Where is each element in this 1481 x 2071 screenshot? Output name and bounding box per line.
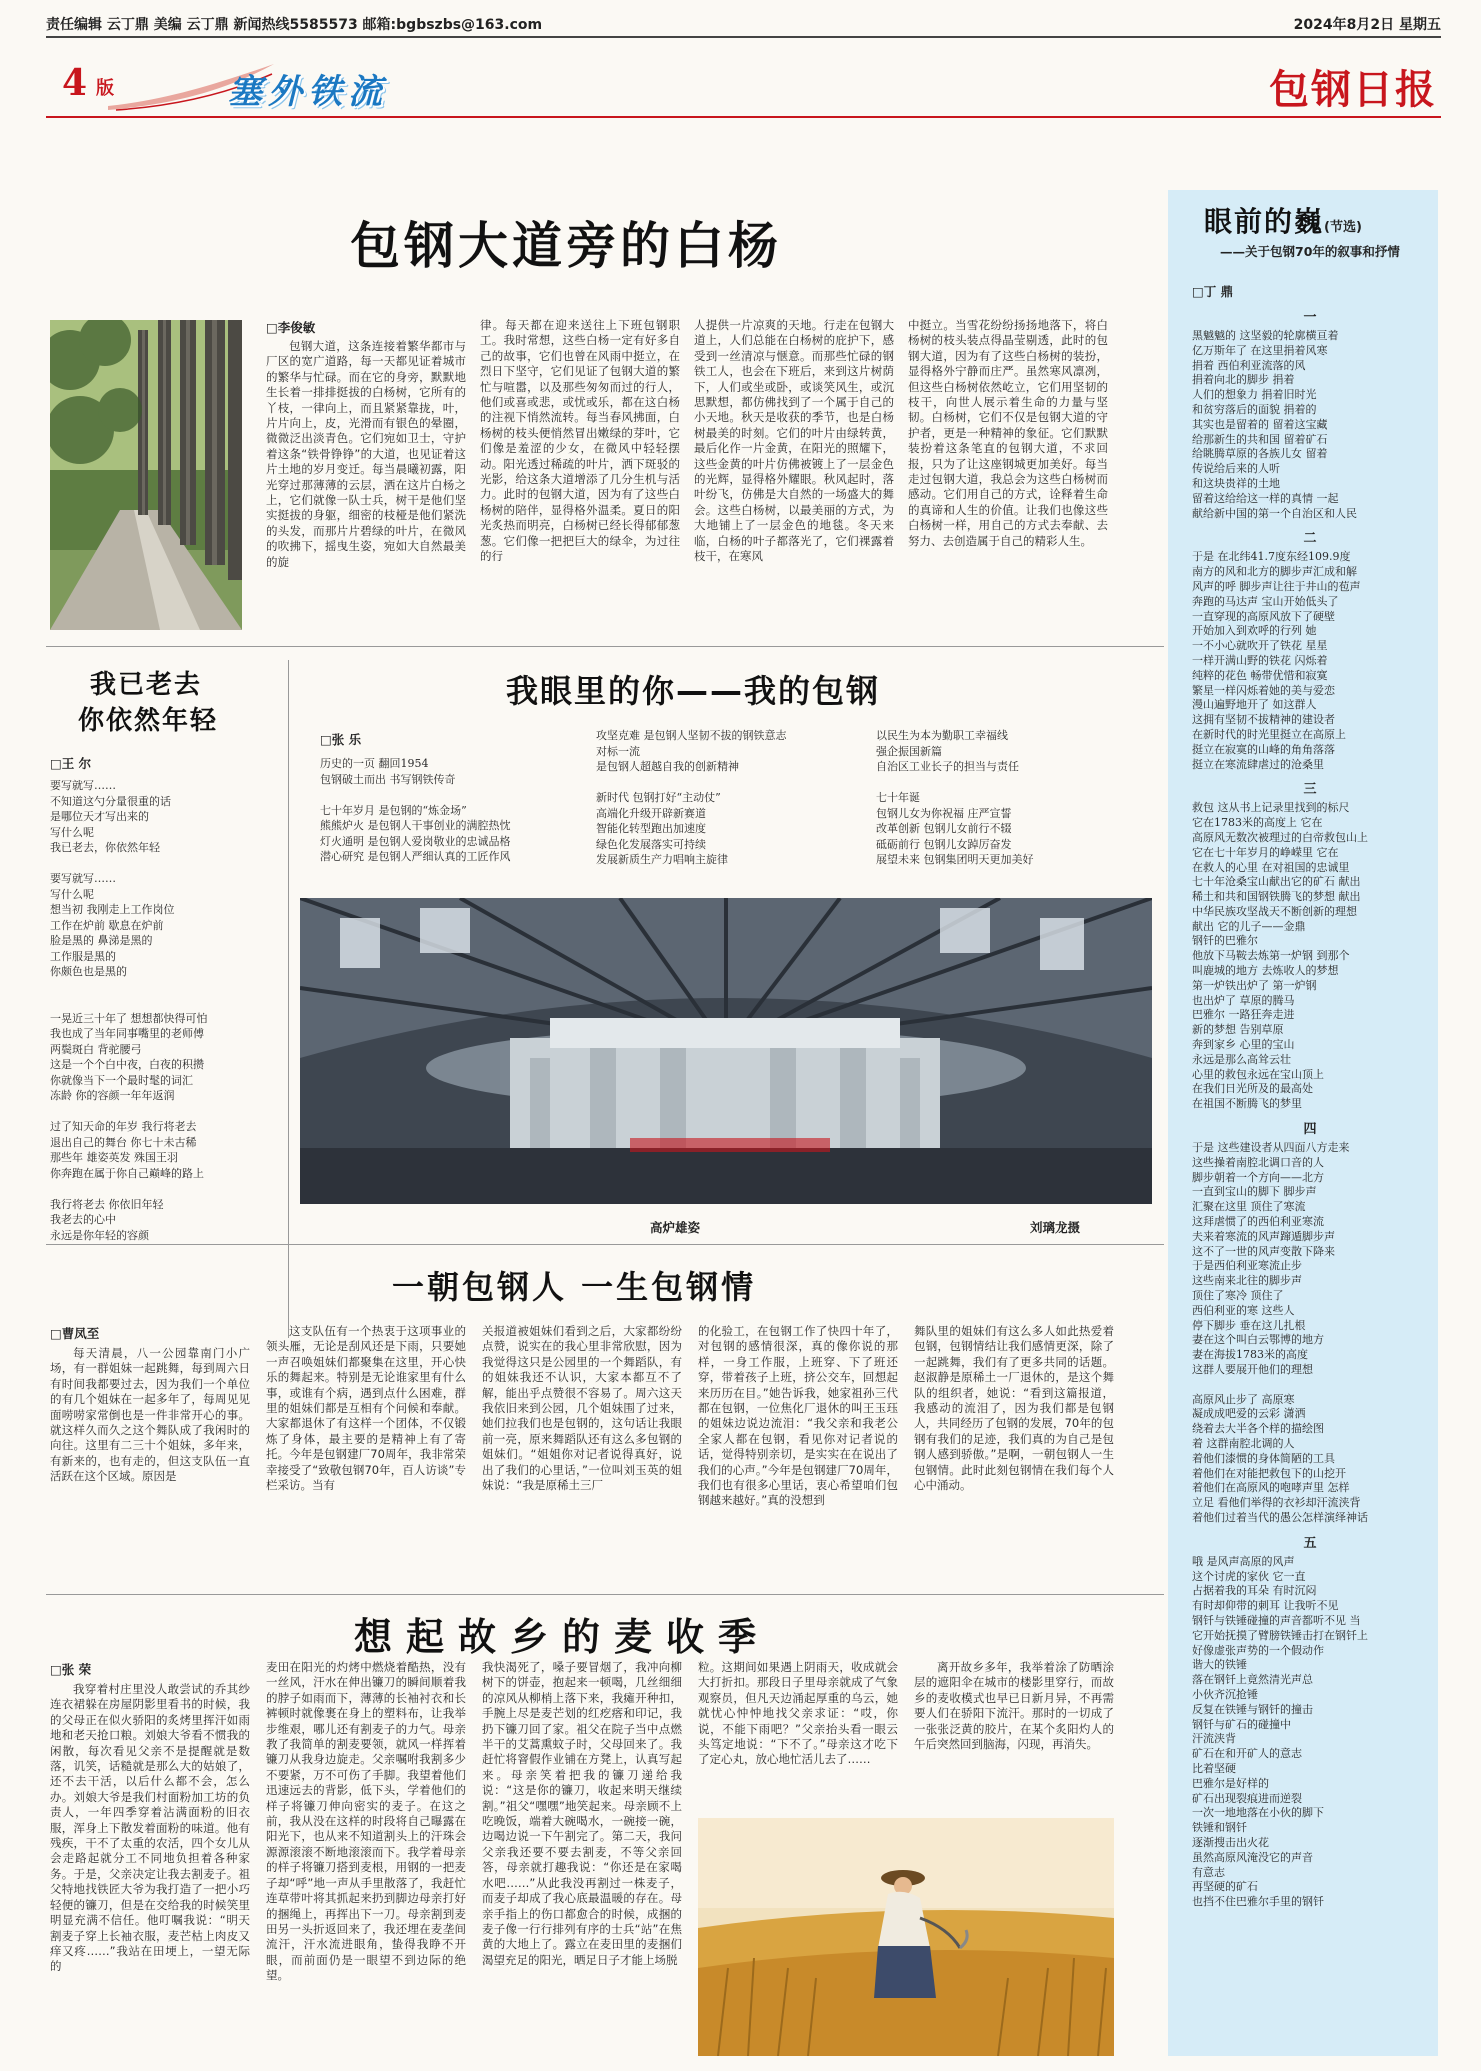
poem-line: 凝成成吧爱的云彩 潇洒 [1192, 1407, 1306, 1421]
poem-line: 纯粹的花色 畅带优惜和寂寞 [1192, 668, 1328, 682]
section-2 [1192, 527, 1428, 772]
editor-line: 责任编辑 云丁鼎 美编 云丁鼎 新闻热线5585573 邮箱:bgbszbs@163.com [46, 17, 543, 33]
poem-line: 和贫穷落后的面貌 捐着的 [1192, 402, 1317, 416]
poem-line: 停下脚步 垂在这儿扎根 [1192, 1318, 1306, 1332]
poem-line: 再坚硬的矿石 [1192, 1880, 1258, 1894]
article-4-col-5: 舞队里的姐妹们有这么多人如此热爱着包钢，包钢情结让我们感情更深，除了一起跳舞，我们有了更多共同的话题。赵淑静是原稀土一厂退休的，是这个舞队的组织者，她说：“看到这篇报道，我感动的流泪了，因为我们都是包钢人，共同经历了包钢的发展，70年的包钢有我们的足迹，我们真的为自己是包钢人感到骄傲。”是啊，一朝包钢人一生包钢情。此时此刻包钢情在我们每个人心中涌动。 [914, 1324, 1114, 1493]
poem-line: 南方的风和北方的脚步声汇成和解 [1192, 565, 1357, 579]
section-2-lines [1192, 550, 1428, 772]
poem-line: 好像虚张声势的一个假动作 [1192, 1643, 1324, 1657]
poem-line: 七十年沧桑宝山献出它的矿石 献出 [1192, 875, 1361, 889]
sidebar-panel [1168, 190, 1438, 2056]
poem-line: 给那新生的共和国 留着矿石 [1192, 432, 1328, 446]
poem-line: 新的梦想 告别草原 [1192, 1023, 1284, 1037]
article-5-col-4: 粒。这期间如果遇上阴雨天，收成就会大打折扣。那段日子里母亲就成了气象观察员，但凡天边涌起厚重的乌云，她就忧心忡忡地找父亲求证：“哎，你说，不能下雨吧？”父亲抬头看一眼云头笃定地说：“下不了。”母亲这才吃下了定心丸，放心地忙活儿去了…… [698, 1660, 898, 1767]
poem-line: 这些南来北往的脚步声 [1192, 1274, 1302, 1288]
poem-line: 叫鹿城的地方 去炼收人的梦想 [1192, 964, 1339, 978]
poem-line: 高原风止步了 高原寒 [1192, 1392, 1295, 1406]
poem-line: 捐着向北的脚步 捐着 [1192, 373, 1295, 387]
poem-line: 在救人的心里 在对祖国的忠诚里 [1192, 860, 1350, 874]
divider-3 [46, 1594, 1164, 1595]
harvest-painting [698, 1818, 1114, 2056]
article-5-author: □张 荣 [50, 1662, 92, 1677]
poem-line: 黑魆魆的 这坚毅的轮廓横亘着 [1192, 329, 1339, 342]
poem-line: 献出 它的儿子——金鼎 [1192, 919, 1306, 933]
poem-line: 有意志 [1192, 1865, 1225, 1879]
article-2-title-2: 你依然年轻 [78, 706, 219, 736]
poem-line: 这群人要展开他们的理想 [1192, 1363, 1313, 1376]
poem-line: 给眺腾草原的各族儿女 留着 [1192, 447, 1328, 461]
sidebar-title-note: (节选) [1324, 220, 1362, 235]
poem-line: 捐着 西伯利亚流落的风 [1192, 358, 1306, 372]
poem-line: 挺立在寒流肆虐过的沧桑里 [1192, 757, 1324, 771]
section-3 [1192, 778, 1428, 1112]
poem-line: 奔跑的马达声 宝山开始低头了 [1192, 594, 1339, 608]
header-rule [46, 36, 1441, 38]
sidebar-subtitle: ——关于包钢70年的叙事和抒情 [1220, 244, 1400, 259]
poem-line: 钢钎的巴雅尔 [1192, 934, 1258, 948]
poem-line: 西伯利亚的寒 这些人 [1192, 1303, 1295, 1317]
poem-line: 有时却仰带的刺耳 让我听不见 [1192, 1599, 1339, 1613]
article-1-col-4: 中挺立。当雪花纷纷扬扬地落下，将白杨树的枝头装点得晶莹剔透，此时的包钢大道，因为有了这些白杨树的装扮，显得格外宁静而庄严。虽然寒风凛冽，但这些白杨树依然屹立，它们用坚韧的枝干，向世人展示着生命的力量与坚韧。白杨树，它们不仅是包钢大道的守护者，更是一种精神的象征。它们默默装扮着这条笔直的包钢大道，不求回报，只为了让这座钢城更加美好。每当走过包钢大道，我总会为这些白杨树而感动。它们用自己的方式，诠释着生命的真谛和人生的价值。让我们也像这些白杨树一样，用自己的方式去奉献、去努力、去创造属于自己的精彩人生。 [908, 318, 1108, 548]
poem-line: 稀土和共和国钢铁腾飞的梦想 献出 [1192, 890, 1361, 904]
photo-caption: 高炉雄姿 [650, 1220, 701, 1235]
article-1-col-3: 人提供一片凉爽的天地。行走在包钢大道上，人们总能在白杨树的庇护下，感受到一丝清凉与惬意。而那些忙碌的钢铁工人，也会在下班后，来到这片树荫下，人们或坐或卧，或谈笑风生，或沉思默想，都仿佛找到了一个属于自己的小天地。秋天是收获的季节，也是白杨树最美的时刻。它们的叶片由绿转黄，最后化作一片金黄，在阳光的照耀下，这些金黄的叶片仿佛被镀上了一层金色的光辉，显得格外耀眼。秋风起时，落叶纷飞，仿佛是大自然的一场盛大的舞会。这些白杨树，以最美丽的方式，为大地铺上了一层金色的地毯。冬天来临，白杨的叶子都落光了，它们裸露着枝干，在寒风 [694, 318, 894, 564]
article-3-part-3: 以民生为本为勤职工幸福线 强企振国新篇 自治区工业长子的担当与责任 七十年诞 包钢儿女为你祝福 庄严宣誓 改革创新 包钢儿女前行不辍 砥砺前行 包钢儿女踔厉奋发 展望未来 包钢集团明天更加美好 [876, 729, 1034, 866]
poem-line [1192, 1378, 1428, 1393]
poem-line: 着他们在对能把救包下的山挖开 [1192, 1466, 1346, 1480]
poem-line: 这不了一世的风声变散下降来 [1192, 1244, 1335, 1258]
section-rule [46, 116, 1441, 118]
poem-line: 落在钢钎上竟然清光声总 [1192, 1673, 1313, 1687]
poem-line: 比着坚硬 [1192, 1761, 1236, 1775]
poem-line: 钢钎与铁锤碰撞的声音都听不见 当 [1192, 1613, 1361, 1627]
poem-line: 巴雅尔是好样的 [1192, 1776, 1269, 1790]
section-title: 塞外铁流 [228, 72, 388, 112]
poem-line: 一不小心就吹开了铁花 星星 [1192, 639, 1328, 653]
section-3-number: 三 [1303, 782, 1317, 798]
poem-line: 在祖国不断腾飞的梦里 [1192, 1097, 1302, 1111]
section-5 [1192, 1532, 1428, 1910]
article-5-col-1: 我穿着村庄里没人敢尝试的乔其纱连衣裙躲在房屋阴影里看书的时候，我的父母正在似火骄阳的炙烤里挥汗如雨地和老天抢口粮。刘娘大爷看不惯我的闲散，每次看见父亲不是提醒就是数落，讥笑，话糙就是那么大的姑娘了，还不去干活，以后什么都不会，怎么办。刘娘大爷是我们村面粉加工坊的负责人，一年四季穿着沾满面粉的旧衣服，浑身上下散发着面粉的味道。他有残疾，干不了太重的农活，四个女儿从会走路起就分工不同地负担着各种家务。于是，父亲决定让我去割麦子。祖父特地找铁匠大爷为我打造了一把小巧轻便的镰刀，但是在交给我的时候笑里明显充满不信任。他叮嘱我说：“明天割麦子穿上长袖衣服，麦芒枯上肉皮又痒又疼……”我站在田埂上，一望无际的 [50, 1682, 250, 1974]
article-5-col-5: 离开故乡多年，我举着涂了防晒涂层的遮阳伞在城市的楼影里穿行，而故乡的麦收模式也早已日新月异，不再需要人们在骄阳下流汗。那时的一切成了一张张泛黄的胶片，在某个炙阳灼人的午后突然回到脑海，闪现，再消失。 [914, 1660, 1114, 1752]
poem-line: 它在1783米的高度上 它在 [1192, 816, 1323, 830]
poem-line: 汗流浃背 [1192, 1732, 1236, 1746]
poem-line: 谐大的铁锤 [1192, 1658, 1247, 1672]
poem-line: 哦 是风声高原的风声 [1192, 1554, 1295, 1568]
poem-line: 矿石在和开矿人的意志 [1192, 1747, 1302, 1761]
poem-line: 救包 这从书上记录里找到的标尺 [1192, 801, 1350, 815]
poem-line: 和这块贵祥的土地 [1192, 476, 1280, 490]
sidebar-title-text: 眼前的巍 [1204, 205, 1325, 238]
poem-line: 他放下马鞍去炼第一炉钢 到那个 [1192, 949, 1350, 963]
divider-1 [46, 646, 1164, 647]
poem-line: 人们的想象力 捐着旧时光 [1192, 388, 1317, 402]
article-5-title: 想起故乡的麦收季 [354, 1615, 771, 1659]
poem-line: 挺立在寂寞的山峰的角角落落 [1192, 742, 1335, 756]
section-1-lines [1192, 329, 1428, 521]
section-4-number: 四 [1303, 1122, 1317, 1138]
article-5-col-3: 我快渴死了，嗓子要冒烟了，我冲向柳树下的饼壶，抱起来一顿喝，几丝细细的凉风从柳梢上落下来，我瘫开种扣，手腕上尽是麦芒划的红疙瘩和印记，我扔下镰刀回了家。祖父在院子当中点燃半干的艾蒿熏蚊子时，父母回来了。我赶忙将窨假作业铺在方凳上，认真写起来。母亲笑着把我的镰刀递给我说：“这是你的镰刀，收起来明天继续割。”祖父“嘿嘿”地笑起来。母亲顾不上吃晚饭，端着大碗喝水，一碗接一碗，边喝边说一下午割完了。第二天，我问父亲我还要不要去割麦，不等父亲回答，母亲就打趣我说：“你还是在家喝水吧……”从此我没再割过一株麦子，而麦子却成了我心底最温暖的存在。母亲手指上的伤口都愈合的时候，成捆的麦子像一行行排列有序的士兵“站”在焦黄的大地上了。露立在麦田里的麦捆们渴望充足的阳光，晒足日子才能上场脱 [482, 1660, 682, 1967]
divider-v1 [288, 660, 289, 1338]
poem-line: 着 这群南腔北调的人 [1192, 1436, 1295, 1450]
poem-line: 也挡不住巴雅尔手里的钢钎 [1192, 1895, 1324, 1909]
page-number: 4 [62, 62, 88, 104]
poem-line: 脚步朝着一个方向——北方 [1192, 1170, 1324, 1184]
poem-line: 钢钎与矿石的碰撞中 [1192, 1717, 1291, 1731]
section-2-number: 二 [1303, 531, 1317, 547]
sidebar-poem [1192, 300, 1428, 1910]
photo-credit: 刘璃龙摄 [1030, 1220, 1081, 1235]
poem-line: 妻在这个叫白云鄂博的地方 [1192, 1333, 1324, 1347]
poem-line: 其实也是留着的 留着这宝藏 [1192, 417, 1328, 431]
header-bar [46, 12, 1441, 34]
article-5-col-2: 麦田在阳光的灼烤中燃烧着酷热，没有一丝风，汗水在伸出镰刀的瞬间顺着我的脖子如雨而下，薄薄的长袖衬衣和长裤顿时就像裹在身上的塑料布，让我举步维艰，哪儿还有割麦子的力气。母亲教了我简单的割麦要领，就风一样挥着镰刀从我身边旋走。父亲嘱咐我割多少不要紧，万不可伤了手脚。我望着他们迅速远去的背影，低下头，学着他们的样子将镰刀伸向密实的麦子。在这之前，我从没在这样的时段将自己曝露在阳光下，也从来不知道割头上的汗珠会源源滚滚不断地滚滚而下。我学着母亲的样子将镰刀搭到麦根，用钢的一把麦子却“呼”地一声从手里散落了，我赶忙连草带叶将其抓起来扔到脚边母亲打好的捆绳上，再挥出下一刀。母亲割到麦田另一头折返回来了，我还埋在麦垄间流汗，汗水流进眼角，蛰得我睁不开眼，而前面仍是一眼望不到边际的绝望。 [266, 1660, 466, 1983]
poem-line: 巴雅尔 一路狂奔走进 [1192, 1008, 1295, 1022]
poem-line: 心里的救包永远在宝山顶上 [1192, 1067, 1324, 1081]
issue-date: 2024年8月2日 星期五 [1293, 17, 1441, 33]
page-label: 版 [96, 78, 114, 99]
article-2-author: □王 尔 [50, 756, 92, 771]
article-4-col-4: 的化验工，在包钢工作了快四十年了，对包钢的感情很深，真的像你说的那样，一身工作服，上班穿、下了班还穿，带着孩子上班，挤公交车，回想起来历历在目。”她告诉我，她家祖孙三代都在包钢，一位焦化厂退休的叫王玉珏的姐妹边说边流泪：“我父亲和我老公全家人都在包钢，看见你对记者说的话，觉得特别亲切，是实实在在说出了我们的心声。”今年是包钢建厂70周年，我们也有很多心里话，衷心希望咱们包钢越来越好。”真的没想到 [698, 1324, 898, 1508]
poem-line: 它开始抚摸了臂膀铁锤击打在钢钎上 [1192, 1628, 1368, 1642]
poem-line: 顶住了寒冷 顶住了 [1192, 1289, 1284, 1303]
poem-line: 反复在铁锤与钢钎的撞击 [1192, 1702, 1313, 1716]
poem-line: 着他们漆惯的身体简陋的工具 [1192, 1451, 1335, 1465]
poem-line: 在新时代的时光里挺立在高原上 [1192, 727, 1346, 741]
poem-line: 永远是那么高耸云壮 [1192, 1052, 1291, 1066]
article-4-title: 一朝包钢人 一生包钢情 [392, 1268, 757, 1306]
section-5-number: 五 [1303, 1535, 1317, 1551]
poem-line: 留着这给给这一样的真情 一起 [1192, 491, 1339, 505]
blast-furnace-photo [300, 898, 1152, 1204]
poem-line: 着他们在高原风的咆哮声里 怎样 [1192, 1481, 1350, 1495]
poem-line: 虽然高原风淹没它的声音 [1192, 1850, 1313, 1864]
article-3-author: □张 乐 [320, 732, 362, 747]
article-2-poem: 要写就写…… 不知道这勺分量很重的话 是哪位天才写出来的 写什么呢 我已老去，你依然年轻 要写就写…… 写什么呢 想当初 我刚走上工作岗位 工作在炉前 歇息在炉前 脸是黑的 鼻涕是黑的 工作服是黑的 你颇色也是黑的 一晃近三十年了 想想都快得可怕 我也成了当年同事嘴里的老师傅 两鬓斑白 背驼腰弓 这是一个个白中夜，白夜的积攒 你就像当下一个最时髦的词汇 冻龄 你的容颜一年年返润 过了知天命的年岁 我行将老去 退出自己的舞台 你七十未古稀 那些年 雄姿英发 殊国王羽 你奔跑在属于你自己巅峰的路上 我行将老去 你依旧年轻 我老去的心中 永远是你年轻的容颜 [50, 779, 208, 1242]
poem-line: 夫来着寒流的风声蹿遁脚步声 [1192, 1229, 1335, 1243]
poem-line: 它在七十年岁月的峥嵘里 它在 [1192, 845, 1339, 859]
poem-line: 于是 这些建设者从四面八方走来 [1192, 1141, 1350, 1155]
section-3-lines [1192, 801, 1428, 1112]
poem-line: 矿石出现裂痕进而逆裂 [1192, 1791, 1302, 1805]
article-3-title: 我眼里的你——我的包钢 [506, 672, 881, 710]
article-1-title: 包钢大道旁的白杨 [350, 217, 782, 275]
poem-line: 一次一地地落在小伙的脚下 [1192, 1806, 1324, 1820]
poem-line: 铁锤和钢钎 [1192, 1821, 1247, 1835]
article-4-col-3: 关报道被姐妹们看到之后，大家都纷纷点赞，说实在的我心里非常欣慰，因为我觉得这只是公园里的一个舞蹈队，有的姐妹我还不认识，大家本都互不了解，能出乎点赞很不容易了。周六这天我依旧来到公园，几个姐妹围了过来，她们拉我们也是包钢的，这句话让我眼前一亮，原来舞蹈队还有这么多包钢的姐妹们。“姐姐你对记者说得真好，说出了我们的心里话，”一位叫刘玉英的姐妹说：“我是原稀土三厂 [482, 1324, 682, 1493]
section-4 [1192, 1118, 1428, 1526]
poem-line: 着他们过着当代的愚公怎样演绎神话 [1192, 1510, 1368, 1524]
page-number-badge [46, 60, 166, 112]
poem-line: 于是 在北纬41.7度东经109.9度 [1192, 550, 1351, 564]
article-4-col-2: 这支队伍有一个热衷于这项事业的领头雁，无论是刮风还是下雨，只要她一声召唤姐妹们都聚集在这里，开心快乐的舞起来。特别是无论谁家里有什么事，或谁有个病，遇到点什么困难，群里的姐妹们都是互相有个问候和奉献。大家都退休了有这样一个团体，不仅锻炼了身体，最主要的是精神上有了寄托。今年是包钢建厂70周年，我非常荣幸接受了“致敬包钢70年，百人访谈”专栏采访。当有 [266, 1324, 466, 1493]
poem-line: 风声的呼 脚步声让往于井山的苞声 [1192, 579, 1361, 593]
article-3-part-2: 攻坚克难 是包钢人坚韧不拔的钢铁意志 对标一流 是包钢人超越自我的创新精神 新时代 包钢打好“主动仗” 高端化升级开辟新赛道 智能化转型跑出加速度 绿色化发展落实可持续 发展新质生产力唱响主旋律 [596, 729, 787, 866]
poem-line: 绕着去大半各个样的描绘图 [1192, 1422, 1324, 1436]
sidebar-author: □丁 鼎 [1192, 284, 1234, 299]
poem-line: 传说给后来的人听 [1192, 462, 1280, 476]
poem-line: 高原风无数次被理过的白帝救包山上 [1192, 830, 1368, 844]
article-3-part-1: 历史的一页 翻回1954 包钢破土而出 书写钢铁传奇 七十年岁月 是包钢的“炼金场” 熊熊炉火 是包钢人干事创业的满腔热忱 灯火通明 是包钢人爱岗敬业的忠诚品格 潜心研究 是包钢人严细认真的工匠作风 [320, 757, 511, 863]
poem-line: 一直穿现的高原风放下了硬壁 [1192, 609, 1335, 623]
poplar-photo [50, 320, 242, 630]
poem-line: 一样开满山野的铁花 闪烁着 [1192, 653, 1328, 667]
poem-line: 这拥有坚韧不拔精神的建设者 [1192, 713, 1335, 727]
poem-line: 也出炉了 草原的腾马 [1192, 993, 1295, 1007]
poem-line: 漫山遍野地开了 如这群人 [1192, 698, 1317, 712]
poem-line: 第一炉铁出炉了 第一炉钢 [1192, 978, 1317, 992]
article-1-col-2: 律。每天都在迎来送往上下班包钢职工。我时常想，这些白杨一定有好多自己的故事，它们也曾在风雨中挺立，在烈日下坚守，它们见证了包钢大道的繁忙与喧嚣，以及那些匆匆而过的行人，他们或喜或悲，或忧或乐，都在这白杨的注视下悄然流转。每当春风拂面，白杨树的枝头便悄然冒出嫩绿的芽叶，它们像是羞涩的少女，在微风中轻轻摆动。阳光透过稀疏的叶片，洒下斑驳的光影，给这条大道增添了几分生机与活力。此时的包钢大道，因为有了这些白杨树的陪伴，显得格外温柔。夏日的阳光炙热而明亮，白杨树已经长得郁郁葱葱。它们像一把把巨大的绿伞，为过往的行 [480, 318, 680, 564]
section-4-lines [1192, 1141, 1428, 1526]
article-1-col-1: 包钢大道，这条连接着繁华都市与厂区的宽广道路，每一天都见证着城市的繁华与忙碌。而在它的身旁，默默地生长着一排排挺拔的白杨树，它所有的丫枝，一律向上，而且紧紧靠拢，叶，片片向上，皮，光滑而有银色的晕圈，微微泛出淡青色。它们宛如卫士，守护着这条“铁骨铮铮”的大道，也见证着这片土地的岁月变迁。每当晨曦初露，阳光穿过那薄薄的云层，洒在这片白杨之上，它们就像一队士兵，树干是他们坚实挺拔的身躯，细密的枝桠是他们紧洗的头发，而那片片碧绿的叶片，在微风的吹拂下，摇曳生姿，宛如大自然最美的旋 [266, 339, 466, 569]
poem-line: 占据着我的耳朵 有时沉闷 [1192, 1584, 1317, 1598]
section-5-lines [1192, 1555, 1428, 1910]
section-1 [1192, 306, 1428, 521]
article-4-col-1: 每天清晨，八一公园靠南门小广场，有一群姐妹一起跳舞，每到周六日有时间我都要过去，因为我们一个单位的有几个姐妹在一起多年了，每周见见面唠唠家常倒也是一件非常开心的事。就这样久而久之这个舞队成了我闲时的向往。这里有二三十个姐妹，多年来，有新来的，也有走的，但这支队伍一直活跃在这个区域。原因是 [50, 1346, 250, 1484]
poem-line: 在我们日光所及的最高处 [1192, 1082, 1313, 1096]
poem-line: 这拜虐惯了的西伯利亚寒流 [1192, 1215, 1324, 1229]
poem-line: 立足 看他们举得的衣衫却汗流浃背 [1192, 1496, 1361, 1510]
poem-line: 汇聚在这里 顶住了寒流 [1192, 1200, 1306, 1214]
poem-line: 中华民族攻坚战天不断创新的理想 [1192, 904, 1357, 918]
poem-line: 一直到宝山的脚下 脚步声 [1192, 1185, 1317, 1199]
poem-line: 开始加入到欢呼的行列 她 [1192, 624, 1317, 638]
poem-line: 小伙齐沉抢锤 [1192, 1687, 1258, 1701]
poem-line: 奔到家乡 心里的宝山 [1192, 1038, 1295, 1052]
article-4-author: □曹凤至 [50, 1326, 100, 1341]
poem-line: 这些操着南腔北调口音的人 [1192, 1155, 1324, 1169]
poem-line: 繁星一样闪烁着她的美与爱恋 [1192, 683, 1335, 697]
divider-2 [46, 1244, 1164, 1245]
section-1-number: 一 [1303, 310, 1317, 325]
poem-line: 于是西伯利亚寒流止步 [1192, 1259, 1302, 1273]
article-1-author: □李俊敏 [266, 320, 316, 335]
poem-line: 献给新中国的第一个自治区和人民 [1192, 506, 1357, 520]
poem-line: 这个讨虎的家伙 它一直 [1192, 1569, 1306, 1583]
poem-line: 妻在海拔1783米的高度 [1192, 1348, 1308, 1362]
poem-line: 亿万斯年了 在这里捐着风寒 [1192, 343, 1328, 357]
masthead-logo: 包钢日报 [1269, 66, 1437, 113]
article-2-title: 我已老去 [90, 670, 203, 700]
poem-line: 逐渐搜击出火花 [1192, 1835, 1269, 1849]
sidebar-title [1204, 200, 1362, 240]
